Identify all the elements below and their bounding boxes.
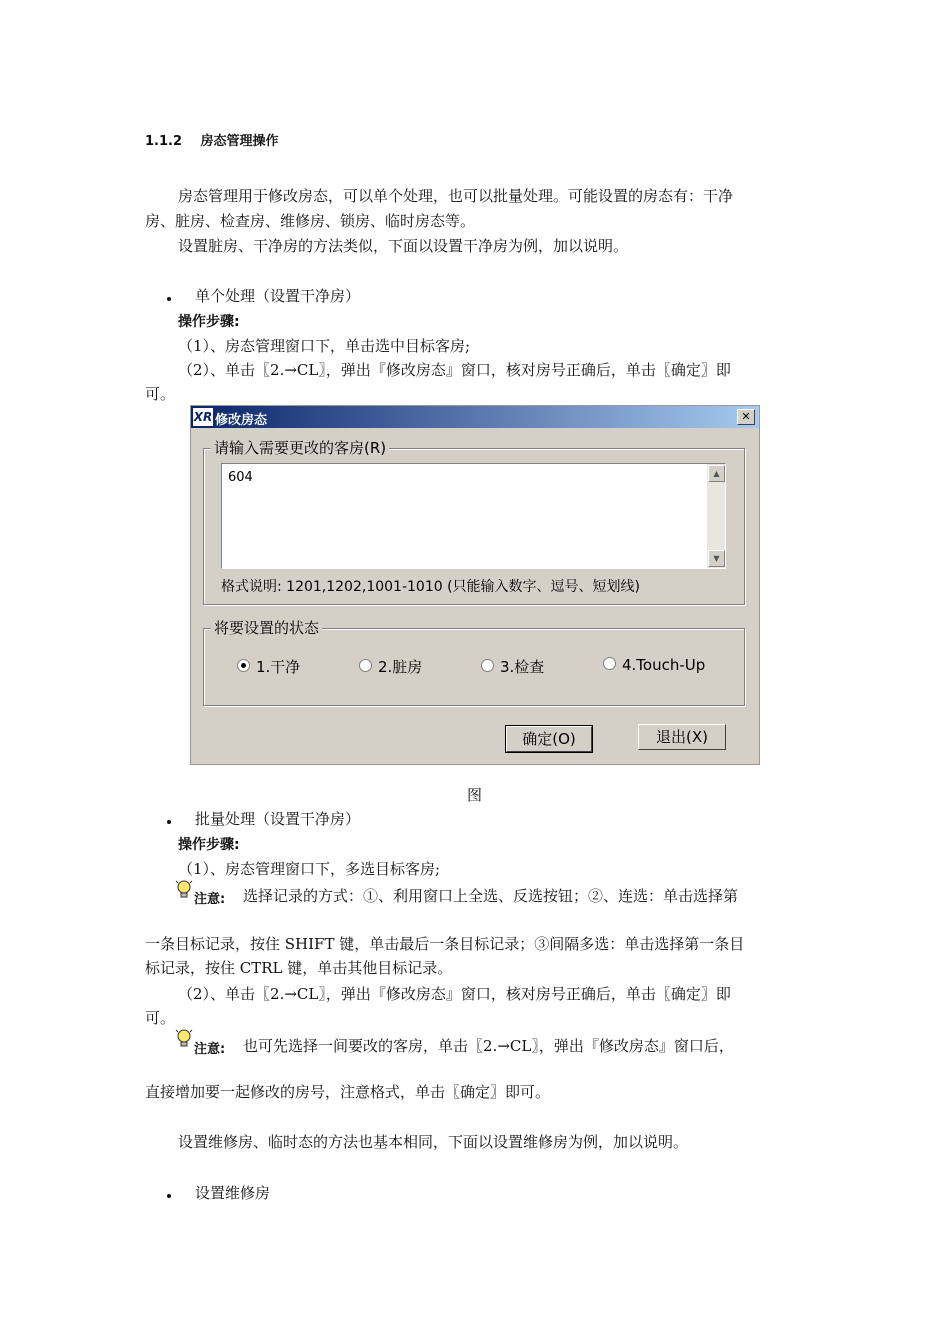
single-step2-line2: 可。: [145, 385, 176, 403]
ok-button[interactable]: 确定(O): [506, 726, 592, 752]
note1-line2: 一条目标记录，按住 SHIFT 键，单击最后一条目标记录；③间隔多选：单击选择第一条目: [145, 935, 745, 953]
status-group-label: 将要设置的状态: [211, 617, 322, 638]
note-label: 注意:: [194, 892, 226, 907]
steps-label: 操作步骤:: [178, 314, 240, 330]
format-note: 格式说明: 1201,1202,1001-1010 (只能输入数字、逗号、短划线): [221, 579, 641, 595]
section-heading: [145, 130, 279, 149]
note2-line1: 也可先选择一间要改的客房，单击〖2.→CL〗，弹出『修改房态』窗口后，: [243, 1037, 734, 1055]
room-group-label: 请输入需要更改的客房(R): [211, 437, 389, 458]
radio-dirty[interactable]: [359, 656, 422, 677]
single-step2-line1: （2）、单击〖2.→CL〗，弹出『修改房态』窗口，核对房号正确后，单击〖确定〗即: [178, 361, 731, 379]
note1-line1: 选择记录的方式：①、利用窗口上全选、反选按钮；②、连选：单击选择第: [243, 887, 739, 905]
note2-line2: 直接增加要一起修改的房号，注意格式，单击〖确定〗即可。: [145, 1083, 551, 1101]
figure-caption: 图: [467, 786, 483, 804]
radio-inspect[interactable]: [481, 656, 544, 677]
dialog-titlebar: [191, 406, 759, 428]
batch-bullet: 批量处理（设置干净房）: [195, 810, 361, 828]
radio-touchup[interactable]: [603, 656, 705, 674]
intro-paragraph-line1: 房态管理用于修改房态，可以单个处理，也可以批量处理。可能设置的房态有：干净: [178, 187, 734, 205]
modify-room-status-dialog: [190, 405, 760, 765]
room-value: 604: [228, 470, 253, 485]
bullet-dot: [167, 820, 171, 824]
dialog-title: 修改房态: [215, 413, 268, 428]
radio-empty-icon: [603, 657, 616, 670]
radio-dirty-label: 2.脏房: [378, 658, 423, 676]
exit-button[interactable]: 退出(X): [638, 724, 726, 750]
single-step1: （1）、房态管理窗口下，单击选中目标客房;: [178, 337, 471, 355]
section-number: 1.1.2: [145, 134, 183, 149]
radio-clean[interactable]: [237, 656, 300, 677]
lightbulb-icon: [175, 1028, 193, 1050]
bullet-dot: [167, 297, 171, 301]
close-button[interactable]: ✕: [737, 409, 755, 425]
radio-empty-icon: [481, 659, 494, 672]
textarea-scrollbar[interactable]: [707, 464, 725, 568]
maintenance-bullet: 设置维修房: [195, 1184, 271, 1202]
radio-selected-icon: [237, 659, 250, 672]
maintenance-intro: 设置维修房、临时态的方法也基本相同，下面以设置维修房为例，加以说明。: [178, 1133, 689, 1151]
app-logo-icon: XR: [193, 410, 213, 424]
batch-step2-line1: （2）、单击〖2.→CL〗，弹出『修改房态』窗口，核对房号正确后，单击〖确定〗即: [178, 985, 731, 1003]
intro-paragraph-2: 设置脏房、干净房的方法类似，下面以设置干净房为例，加以说明。: [178, 237, 629, 255]
steps-label: 操作步骤:: [178, 837, 240, 853]
scroll-up-icon[interactable]: ▲: [708, 465, 725, 482]
room-number-textarea[interactable]: [221, 463, 726, 569]
radio-clean-label: 1.干净: [256, 658, 301, 676]
batch-step1: （1）、房态管理窗口下，多选目标客房;: [178, 860, 441, 878]
lightbulb-icon: [175, 879, 193, 901]
radio-empty-icon: [359, 659, 372, 672]
radio-touchup-label: 4.Touch-Up: [622, 656, 706, 674]
single-bullet: 单个处理（设置干净房）: [195, 287, 361, 305]
intro-paragraph-line2: 房、脏房、检查房、维修房、锁房、临时房态等。: [145, 212, 476, 230]
batch-step2-line2: 可。: [145, 1009, 176, 1027]
bullet-dot: [167, 1194, 171, 1198]
scroll-down-icon[interactable]: ▼: [708, 550, 725, 567]
radio-inspect-label: 3.检查: [500, 658, 545, 676]
section-title: 房态管理操作: [200, 134, 279, 149]
note-label: 注意:: [194, 1042, 226, 1057]
note1-line3: 标记录，按住 CTRL 键，单击其他目标记录。: [145, 959, 453, 977]
